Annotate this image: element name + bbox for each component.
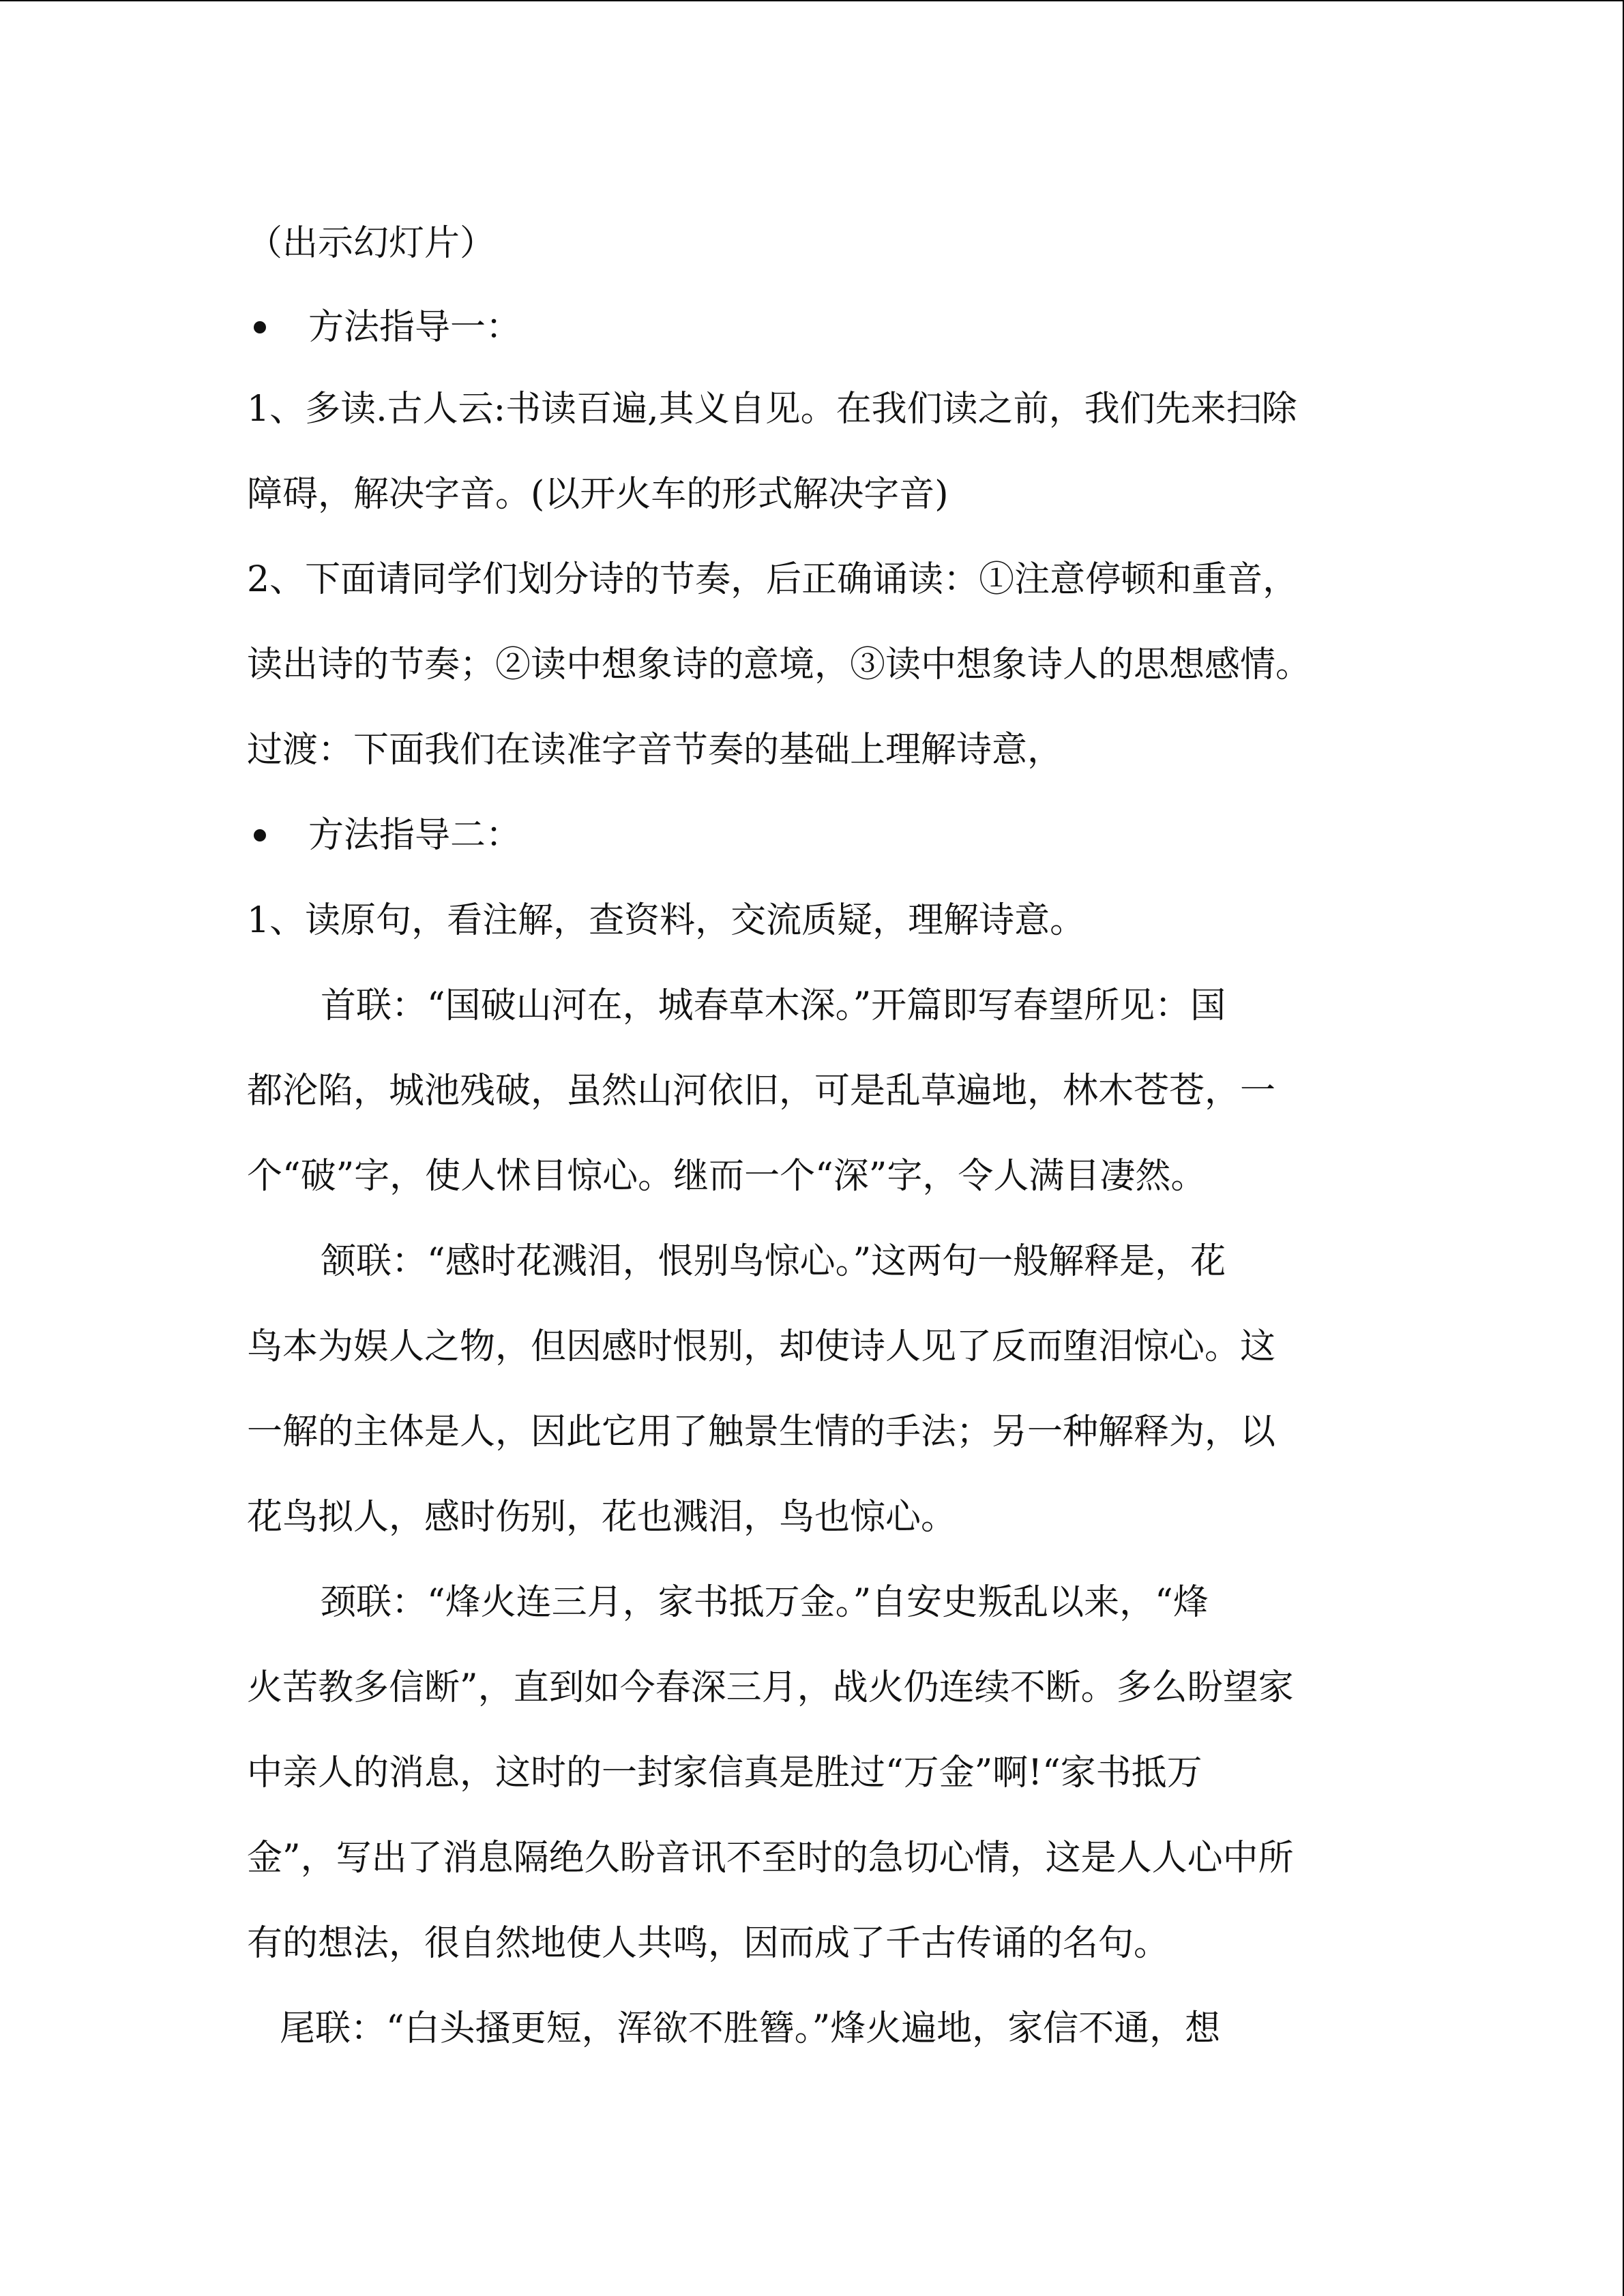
line-text: 2、下面请同学们划分诗的节奏，后正确诵读：①注意停顿和重音， [247,559,1299,600]
text-line [247,641,1311,689]
text-line [247,1493,956,1541]
line-text: 障碍，解决字音。(以开火车的形式解决字音) [247,474,949,515]
line-text: 尾联：“白头搔更短，浑欲不胜簪。”烽火遍地，家信不通，想 [280,2008,1221,2049]
line-text: 鸟本为娱人之物，但因感时恨别，却使诗人见了反而堕泪惊心。这 [247,1326,1276,1367]
line-text: （出示幻灯片） [247,223,496,264]
text-line [247,471,949,518]
line-text: 中亲人的消息，这时的一封家信真是胜过“万金”啊!“家书抵万 [247,1753,1202,1793]
text-line [247,556,1298,603]
text-line [321,1579,1209,1626]
text-line [247,1920,1169,1967]
bullet-icon [254,321,266,333]
text-line [247,1067,1275,1115]
text-line [321,1238,1226,1285]
text-line [247,897,1085,944]
line-text: 1、读原句，看注解，查资料，交流质疑，理解诗意。 [247,900,1086,941]
line-text: 都沦陷，城池残破，虽然山河依旧，可是乱草遍地，林木苍苍，一 [247,1071,1276,1112]
line-text: 方法指导一： [308,307,522,348]
text-line [247,1664,1294,1712]
text-line [247,1323,1275,1371]
bullet-item [247,811,521,859]
text-line [247,726,1063,774]
bullet-icon [254,829,266,841]
line-text: 金”，写出了消息隔绝久盼音讯不至时的急切心情，这是人人心中所 [247,1838,1294,1879]
text-line [280,2005,1220,2053]
line-text: 一解的主体是人，因此它用了触景生情的手法；另一种解释为，以 [247,1412,1276,1452]
text-line [247,1152,1206,1200]
text-line [247,385,1297,433]
line-text: 颔联：“感时花溅泪，恨别鸟惊心。”这两句一般解释是，花 [321,1241,1226,1282]
text-line [321,982,1226,1030]
text-line [247,1834,1294,1882]
line-text: 读出诗的节奏；②读中想象诗的意境，③读中想象诗人的思想感情。 [247,644,1312,685]
line-text: 个“破”字，使人怵目惊心。继而一个“深”字，令人满目凄然。 [247,1156,1207,1197]
line-text: 花鸟拟人，感时伤别，花也溅泪，鸟也惊心。 [247,1497,957,1538]
line-text: 颈联：“烽火连三月，家书抵万金。”自安史叛乱以来，“烽 [321,1582,1209,1623]
bullet-item [247,303,521,351]
line-text: 方法指导二： [308,815,522,856]
line-text: 火苦教多信断”，直到如今春深三月，战火仍连续不断。多么盼望家 [247,1667,1294,1708]
text-line [247,1749,1202,1797]
text-line [247,220,495,267]
line-text: 过渡：下面我们在读准字音节奏的基础上理解诗意， [247,730,1063,771]
line-text: 1、多读.古人云:书读百遍,其义自见。在我们读之前，我们先来扫除 [247,389,1297,430]
line-text: 首联：“国破山河在，城春草木深。”开篇即写春望所见：国 [321,985,1226,1026]
line-text: 有的想法，很自然地使人共鸣，因而成了千古传诵的名句。 [247,1923,1170,1964]
text-line [247,1408,1275,1456]
